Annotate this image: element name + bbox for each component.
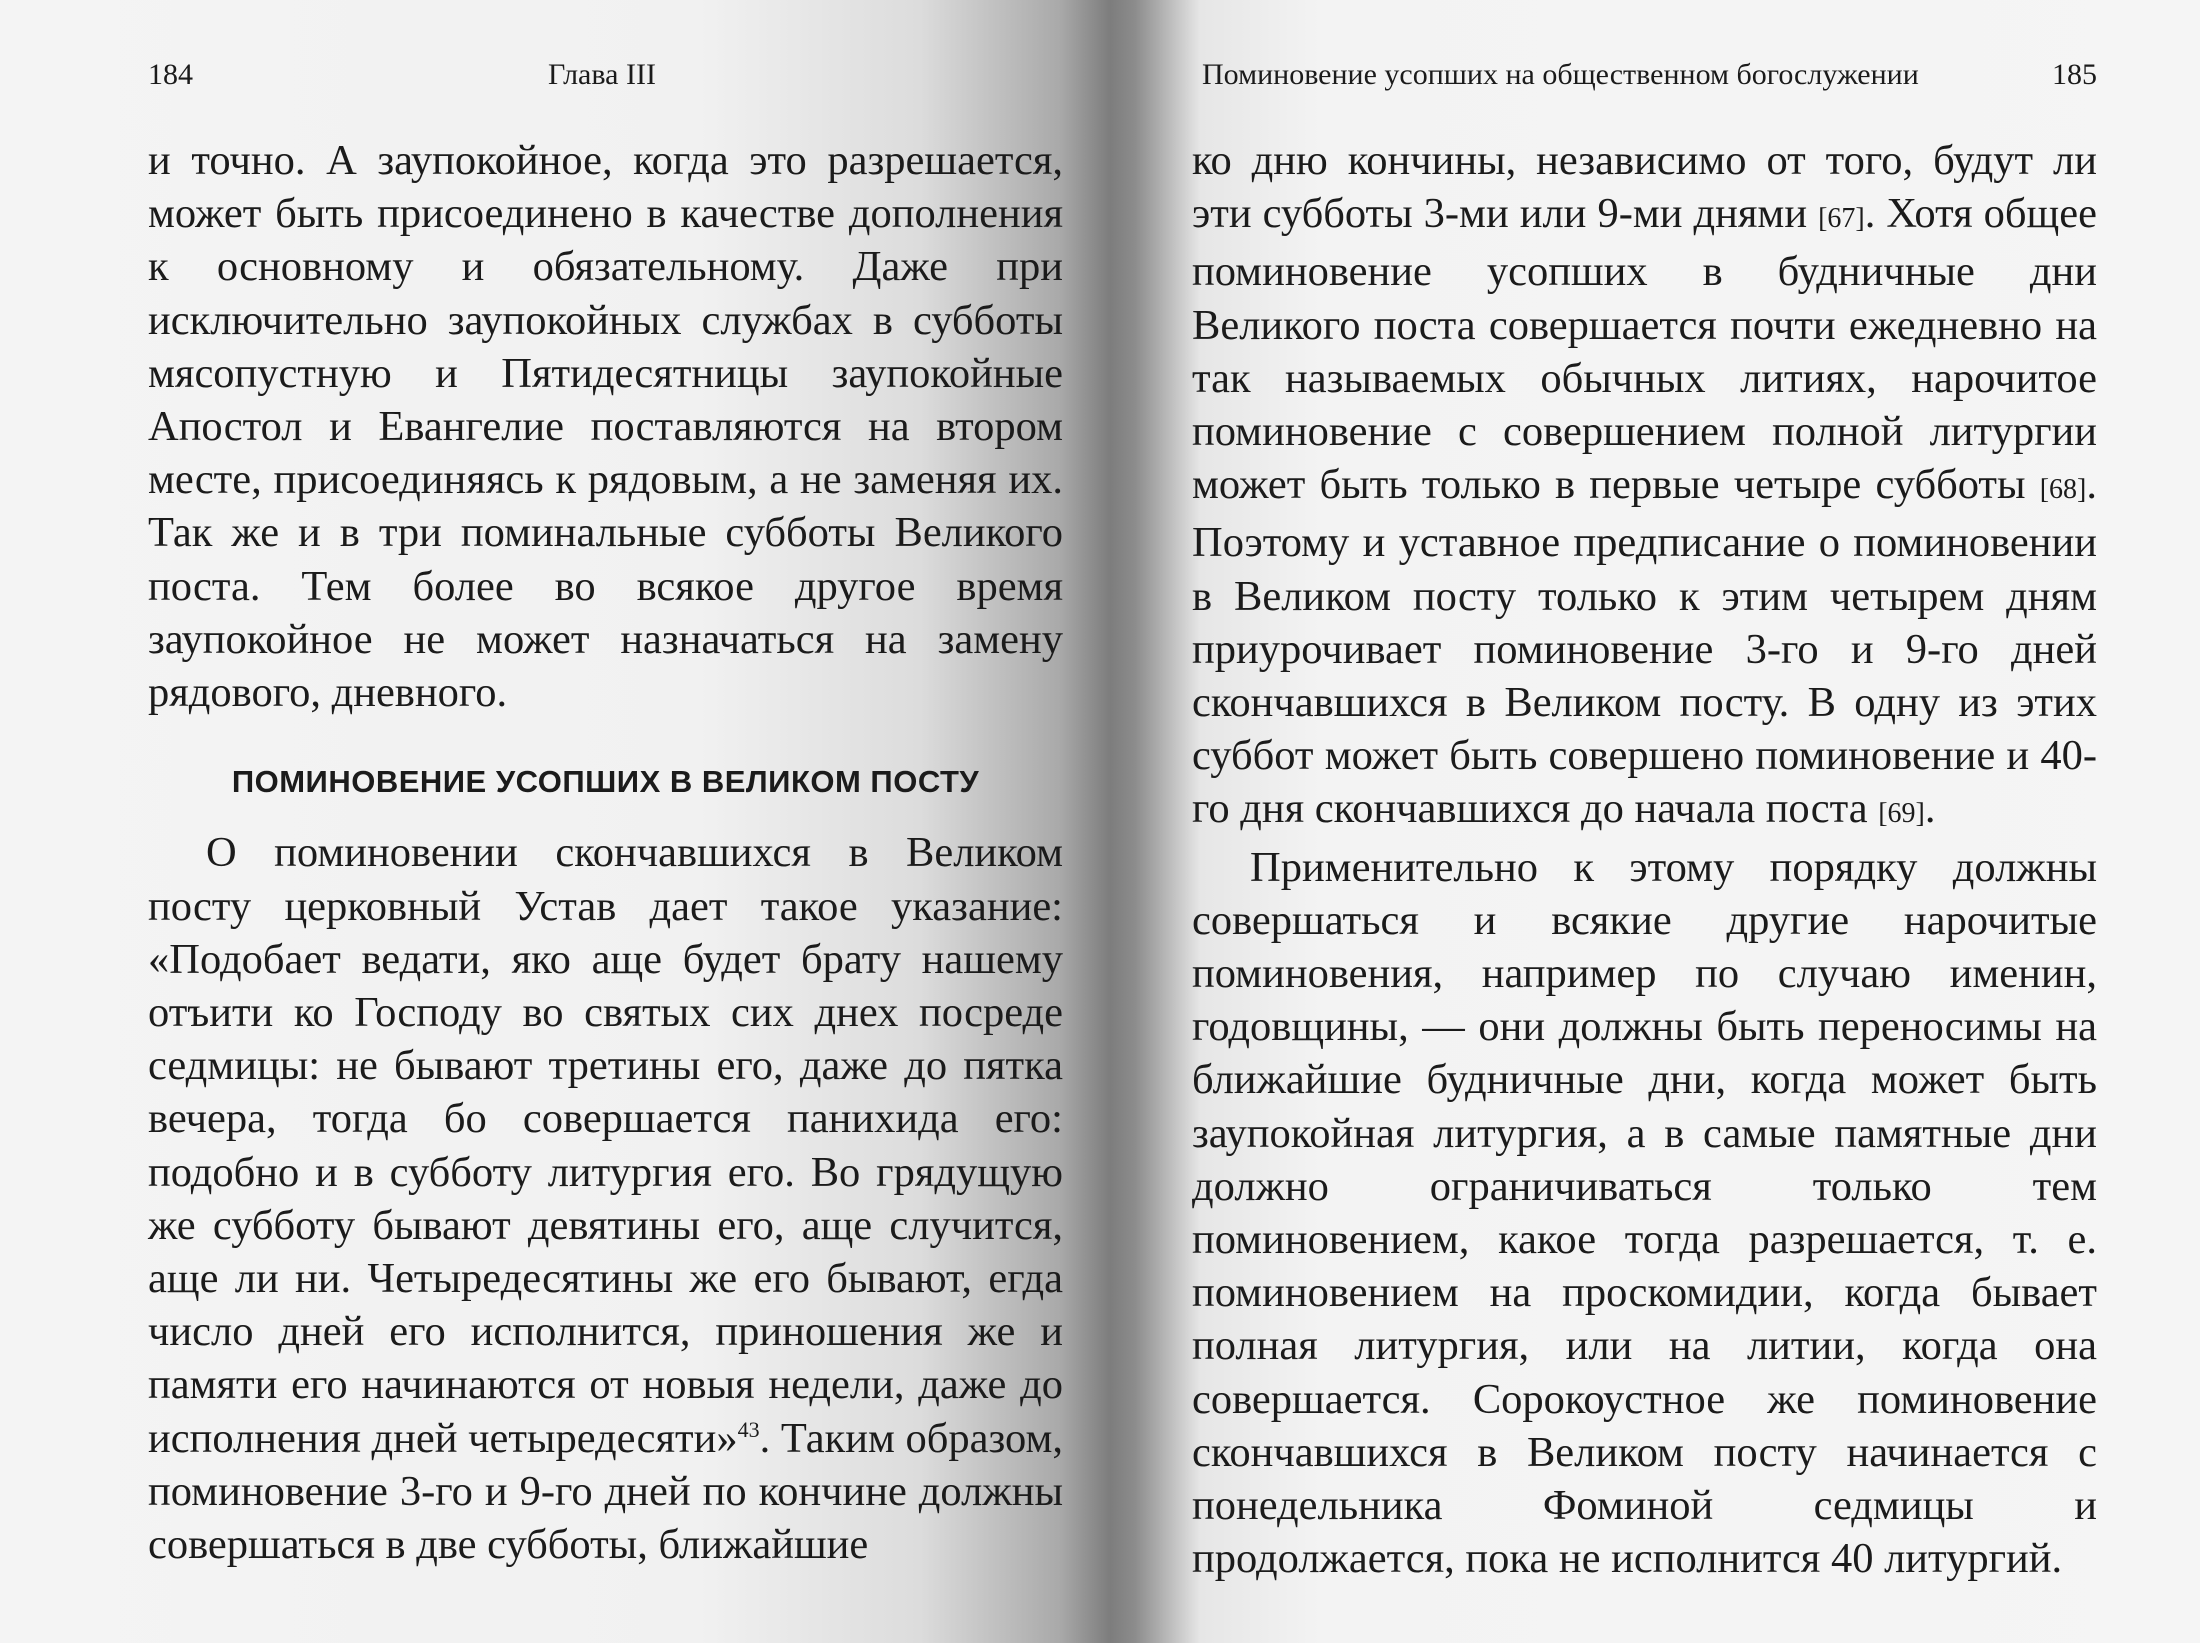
text-run: . Хотя общее поминовение усопших в будничные дни Великого поста совершается почти ежедневно на так называемых обычных литиях, нарочитое поминовение с совершением полной литургии может быть только в первые четыре субботы [1192, 190, 2098, 509]
reference-marker: [69] [1878, 798, 1925, 830]
reference-marker: [68] [2039, 474, 2087, 506]
paragraph-continuation: . Таким образом, поминовение 3-го и 9-го дней по кончине должны совершаться в две субботы, ближайшие [148, 1414, 1063, 1569]
left-body-text [148, 134, 1063, 1571]
footnote-marker: 43 [737, 1416, 760, 1442]
section-heading: ПОМИНОВЕНИЕ УСОПШИХ В ВЕЛИКОМ ПОСТУ [231, 764, 980, 800]
right-body-text [1192, 134, 2097, 1585]
paragraph: Применительно к этому порядку должны совершаться и всякие другие нарочитые поминовения, например по случаю именин, годовщины, — они должны быть переносимы на ближайшие будничные дни, когда может быть заупокойная литургия, а в самые памятные дни должно ограничиваться только тем поминовением, какое тогда разрешается, т. е. поминовением на проскомидии, когда бывает полная литургия, или на литии, когда она совершается. Сорокоустное же поминовение скончавшихся в Великом посту начинается с понедельника Фоминой седмицы и продолжается, пока не исполнится 40 литургий. [1192, 843, 2097, 1583]
paragraph: и точно. А заупокойное, когда это разрешается, может быть присоединено в качестве дополнения к основному и обязательному. Даже при исключительно заупокойных службах в субботы мясопустную и Пятидесятницы заупокойные Апостол и Евангелие поставляются на втором месте, присоединяясь к рядовым, а не заменяя их. Так же и в три поминальные субботы Великого поста. Тем более во всякое другое время заупокойное не может назначаться на замену рядового, дневного. [148, 137, 1063, 717]
page-number: 184 [148, 58, 193, 91]
paragraph [148, 826, 1063, 1571]
reference-marker: [67] [1818, 203, 1865, 235]
page-number: 185 [2052, 58, 2097, 91]
text-run: . Поэтому и уставное предписание о поминовении в Великом посту только к этим четырем дням приурочивает поминовение 3-го и 9-го дней скончавшихся в Великом посту. В одну из этих суббот может быть совершено поминовение и 40-го дня скончавшихся до начала поста [1192, 461, 2097, 833]
quote-text: О поминовении скончавшихся в Великом посту церковный Устав дает такое указание: «Подобает ведати, яко аще будет брату нашему отъити ко Господу во святых сих днех посреде седмицы: не бывают третины его, даже до пятка вечера, тогда бо совершается панихида его: подобно и в субботу литургия его. Во грядущую же субботу бывают девятины его, аще случится, аще ли ни. Четыредесятины же его бывают, егда число дней его исполнится, приношения же и памяти его начинаются от новыя недели, даже до исполнения дней четыредесяти» [148, 829, 1063, 1462]
running-head: Глава III [548, 58, 656, 91]
text-run: . [1924, 785, 1936, 833]
paragraph [1192, 134, 2097, 841]
text-run: ко дню кончины, независимо от того, будут ли эти субботы 3-ми или 9-ми днями [1192, 137, 2097, 238]
running-head: Поминовение усопших на общественном богослужении [1202, 58, 1919, 91]
